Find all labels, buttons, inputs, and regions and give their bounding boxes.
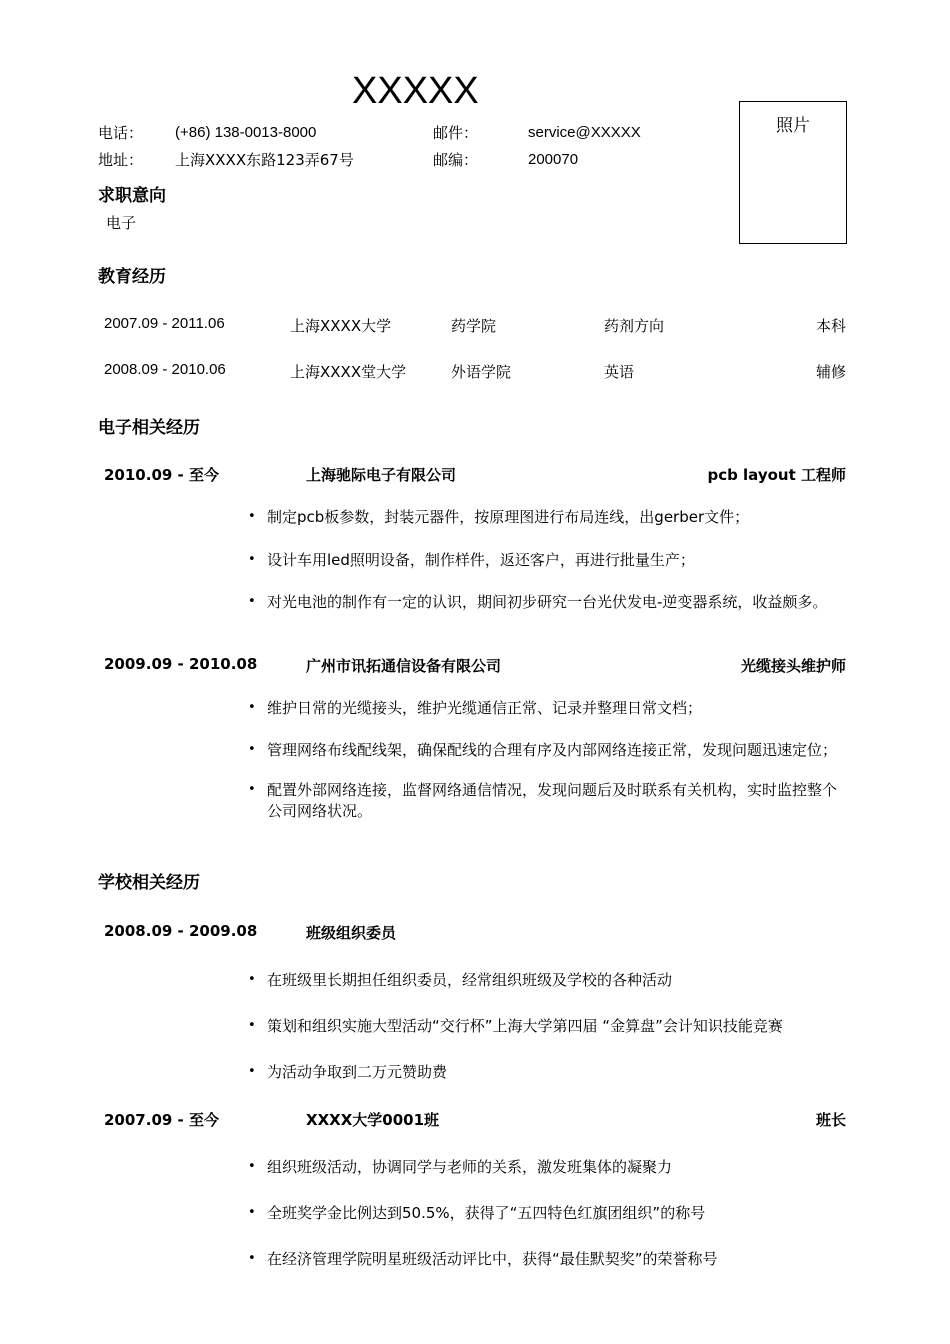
- education-school: 上海XXXX大学: [290, 317, 392, 335]
- list-item: • 对光电池的制作有一定的认识，期间初步研究一台光伏发电-逆变器系统，收益颇多。: [248, 592, 848, 613]
- work-bullets: [248, 698, 848, 822]
- school-org: 班级组织委员: [306, 924, 397, 942]
- school-date: 2008.09 - 2009.08: [104, 922, 258, 940]
- list-item: • 全班奖学金比例达到50.5%，获得了“五四特色红旗团组织”的称号: [248, 1203, 848, 1224]
- photo-placeholder: [739, 101, 847, 244]
- work-entry-header: [104, 464, 846, 486]
- list-item: • 在班级里长期担任组织委员，经常组织班级及学校的各种活动: [248, 970, 848, 991]
- education-row: [104, 361, 846, 383]
- work-org: 上海驰际电子有限公司: [306, 466, 457, 484]
- work-bullets: [248, 507, 848, 613]
- education-school: 上海XXXX堂大学: [290, 363, 407, 381]
- list-item: • 制定pcb板参数，封装元器件，按原理图进行布局连线，出gerber文件；: [248, 507, 848, 528]
- objective-value: 电子: [106, 214, 137, 232]
- email-value: service@XXXXX: [528, 124, 641, 141]
- education-title: 教育经历: [98, 267, 166, 287]
- list-item: • 配置外部网络连接，监督网络通信情况，发现问题后及时联系有关机构，实时监控整个公司网络状况。: [248, 780, 848, 822]
- list-item: • 在经济管理学院明星班级活动评比中，获得“最佳默契奖”的荣誉称号: [248, 1249, 848, 1270]
- work-entry-header: [104, 655, 846, 677]
- education-degree: 辅修: [815, 363, 846, 381]
- education-college: 药学院: [451, 317, 497, 335]
- address-value: 上海XXXX东路123弄67号: [175, 151, 354, 169]
- education-major: 英语: [604, 363, 635, 381]
- school-title: 学校相关经历: [98, 873, 200, 893]
- work-date: 2010.09 - 至今: [104, 466, 219, 484]
- list-item: • 维护日常的光缆接头，维护光缆通信正常、记录并整理日常文档；: [248, 698, 848, 719]
- list-item: • 设计车用led照明设备，制作样件，返还客户，再进行批量生产；: [248, 550, 848, 571]
- education-row: [104, 315, 846, 337]
- school-bullets: [248, 1157, 848, 1270]
- resume-name: XXXXX: [352, 70, 479, 112]
- objective-title: 求职意向: [98, 186, 166, 206]
- school-role: 班长: [815, 1111, 846, 1129]
- photo-label: 照片: [776, 116, 810, 136]
- work-title: 电子相关经历: [98, 418, 200, 438]
- phone-label: 电话：: [98, 124, 144, 142]
- work-org: 广州市讯拓通信设备有限公司: [306, 657, 502, 675]
- work-date: 2009.09 - 2010.08: [104, 655, 258, 673]
- school-entry-header: [104, 922, 846, 944]
- education-major: 药剂方向: [604, 317, 665, 335]
- address-label: 地址：: [98, 151, 144, 169]
- school-bullets: [248, 970, 848, 1083]
- email-label: 邮件：: [433, 124, 479, 142]
- work-role: pcb layout 工程师: [707, 466, 846, 484]
- list-item: • 策划和组织实施大型活动“交行杯”上海大学第四届 “金算盘”会计知识技能竞赛: [248, 1016, 848, 1037]
- list-item: • 组织班级活动，协调同学与老师的关系，激发班集体的凝聚力: [248, 1157, 848, 1178]
- zip-value: 200070: [528, 151, 579, 168]
- work-role: 光缆接头维护师: [740, 657, 846, 675]
- zip-label: 邮编：: [433, 151, 479, 169]
- education-date: 2008.09 - 2010.06: [104, 361, 226, 378]
- school-date: 2007.09 - 至今: [104, 1111, 219, 1129]
- list-item: • 管理网络布线配线架，确保配线的合理有序及内部网络连接正常，发现问题迅速定位；: [248, 740, 848, 761]
- school-entry-header: [104, 1109, 846, 1131]
- school-org: XXXX大学0001班: [306, 1111, 440, 1129]
- education-date: 2007.09 - 2011.06: [104, 315, 225, 332]
- phone-value: (+86) 138-0013-8000: [175, 124, 317, 141]
- education-degree: 本科: [815, 317, 846, 335]
- education-college: 外语学院: [451, 363, 512, 381]
- list-item: • 为活动争取到二万元赞助费: [248, 1062, 848, 1083]
